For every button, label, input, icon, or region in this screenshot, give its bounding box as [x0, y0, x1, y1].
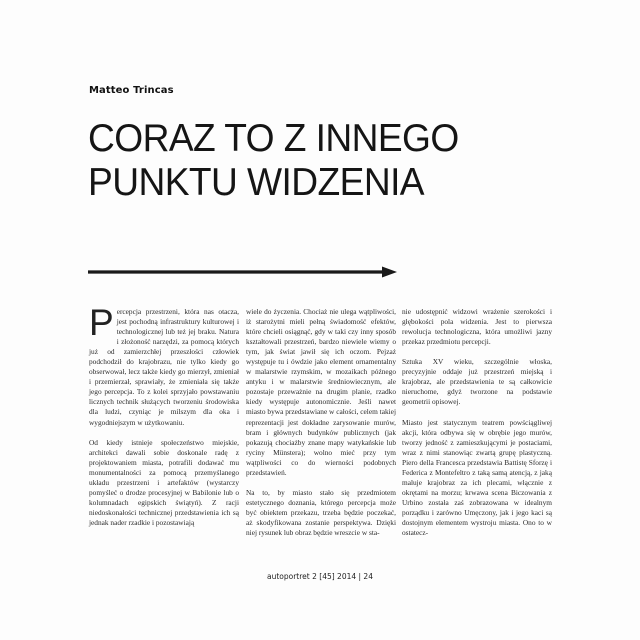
arrow-divider-icon — [88, 266, 398, 278]
title-line-2: PUNKTU WIDZENIA — [88, 161, 425, 204]
article-title — [88, 117, 532, 205]
page-footer: autoportret 2 [45] 2014 | 24 — [267, 572, 373, 581]
paragraph: Na to, by miasto stało się przedmiotem estetycznego doznania, którego percepcja może być obiektem przekazu, trzeba będzie poczekać, aż skodyfikowana zostanie perspektywa. Dzięki niej rysunek lub obraz będzie wreszcie w sta- — [246, 487, 396, 538]
title-line-1: CORAZ TO Z INNEGO — [88, 117, 459, 160]
drop-cap: P — [89, 302, 114, 343]
paragraph: Od kiedy istnieje społeczeństwo miejskie, architekci dawali sobie doskonale radę z projektowaniem miasta, potrafili dodawać mu monumentalności za pomocą przemyślanego układu przestrzeni i artefaktów (wystarczy pomyśleć o drodze procesyjnej w Babilonie lub o kolumnadach egipskich świątyń). Z racji niedoskonałości technicznej przedstawienia ich są jednak nader rzadkie i pozostawiają — [89, 437, 239, 527]
text-column-3 — [402, 307, 552, 538]
paragraph: Percepcja przestrzeni, która nas otacza, jest pochodną infrastruktury kulturowej i technologicznej lub też jej braku. Natura i złożoność narzędzi, za pomocą których już od zamierzchłej przeszłości człowiek podchodził do krajobrazu, nie tylko kiedy go obserwował, lecz także kiedy go mierzył, zmieniał i przemierzał, sprawiały, że zmieniała się także jego percepcja. To z kolei sprzyjało powstawaniu licznych technik służących tworzeniu środowiska dla ludzi, czyniąc je milszym dla oka i wygodniejszym w użytkowaniu. — [89, 302, 239, 427]
text-column-2 — [246, 307, 396, 538]
text-column-1 — [89, 302, 239, 528]
paragraph: wiele do życzenia. Chociaż nie ulega wątpliwości, iż starożytni mieli pełną świadomość efektów, które chcieli osiągnąć, gdy w taki czy inny sposób kształtowali przestrzeń, bardzo niewiele wiemy o tym, jak świat jawił się ich oczom. Pejzaż występuje tu i ówdzie jako element ornamentalny w malarstwie rzymskim, w mozaikach późnego antyku i w malarstwie średniowiecznym, ale pozostaje przeważnie na drugim planie, rzadko kiedy występuje autonomicznie. Jeśli nawet miasto bywa przedstawiane w całości, celem takiej reprezentacji jest dokładne zarysowanie murów, bram i głównych budynków publicznych (jak pokazują chociażby znane mapy watykańskie lub ryciny Münstera); wolno mieć przy tym wątpliwości co do wierności podobnych przedstawień. — [246, 307, 396, 477]
author-name: Matteo Trincas — [89, 85, 174, 96]
paragraph: Sztuka XV wieku, szczególnie włoska, precyzyjnie oddaje już przestrzeń miejską i krajobraz, ale przedstawienia te są całkowicie nieruchome, gdyż tworzone na podstawie geometrii opisowej. — [402, 357, 552, 407]
paragraph: nie udostępnić widzowi wrażenie szerokości i głębokości pola widzenia. Jest to pierwsza rewolucja technologiczna, która umożliwi jazny przekaz przedmiotu percepcji. — [402, 307, 552, 347]
paragraph: Miasto jest statycznym teatrem powściągliwej akcji, która odbywa się w obrębie jego murów, tworzy jedność z zamieszkującymi je postaciami, wraz z nimi stanowiąc zwartą grupę plastyczną. Piero della Francesca przedstawia Battistę Sforzę i Federica z Montefeltro z taką samą atencją, z jaką maluje krajobraz za ich plecami, włącznie z okrętami na morzu; krwawa scena Biczowania z Urbino została zaś zobrazowana w idealnym porządku i zarówno Umęczony, jak i jego kaci są dostojnym elementem wystroju miasta. Ono to w ostatecz- — [402, 417, 552, 538]
